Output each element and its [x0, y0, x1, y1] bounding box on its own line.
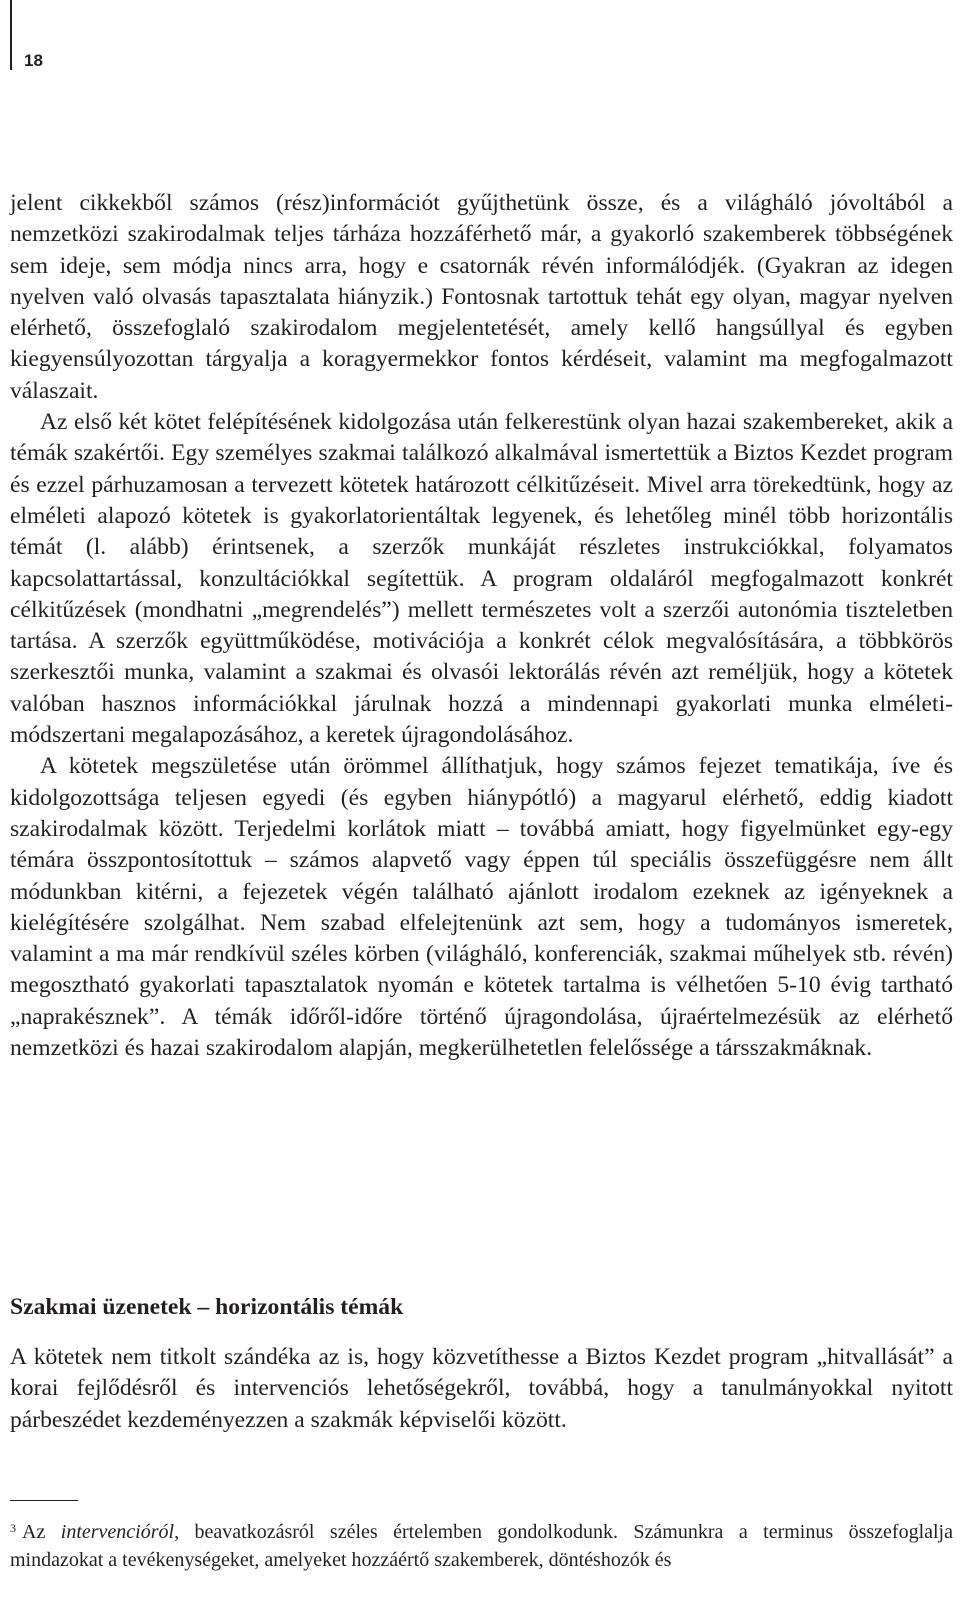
footnote-lead: Az — [22, 1521, 61, 1543]
page-number: 18 — [24, 51, 43, 70]
footnote — [10, 1514, 953, 1574]
footnote-marker: 3 — [10, 1521, 16, 1535]
paragraph-3: A kötetek megszületése után örömmel állíthatjuk, hogy számos fejezet tematikája, íve és kidolgozottsága teljesen egyedi (és egyben hiánypótló) a magyarul elérhető, eddig kiadott szakirodalmak között. Terjedelmi korlátok miatt – továbbá amiatt, hogy figyelmünket egy-egy témára összpontosítottuk – számos alapvető vagy éppen túl speciális összefüggésre nem állt módunkban kitérni, a fejezetek végén található ajánlott irodalom ezeknek az igényeknek a kielégítésére szolgálhat. Nem szabad elfelejtenünk azt sem, hogy a tudományos ismeretek, valamint a ma már rendkívül széles körben (világháló, konferenciák, szakmai műhelyek stb. révén) megosztható gyakorlati tapasztalatok nyomán e kötetek tartalma is vélhetően 5-10 évig tartható „naprakésznek”. A témák időről-időre történő újragondolása, újraértelmezésük az elérhető nemzetközi és hazai szakirodalom alapján, megkerülhetetlen felelőssége a társszakmáknak. — [10, 753, 953, 1062]
page-margin-rule — [10, 0, 12, 70]
footnote-divider — [10, 1500, 78, 1501]
paragraph-2: Az első két kötet felépítésének kidolgozása után felkerestünk olyan hazai szakembereket, akik a témák szakértői. Egy személyes szakmai találkozó alkalmával ismertettük a Biztos Kezdet program és ezzel párhuzamosan a tervezett kötetek határozott célkitűzéseit. Mivel arra törekedtünk, hogy az elméleti alapozó kötetek is gyakorlatorientáltak legyenek, és lehetőleg minél több horizontális témát (l. alább) érintsenek, a szerzők munkáját részletes instrukciókkal, folyamatos kapcsolattartással, konzultációkkal segítettük. A program oldaláról megfogalmazott konkrét célkitűzések (mondhatni „megrendelés”) mellett természetes volt a szerzői autonómia tiszteletben tartása. A szerzők együttműködése, motivációja a konkrét célok megvalósítására, a többkörös szerkesztői munka, valamint a szakmai és olvasói lektorálás révén azt reméljük, hogy a kötetek valóban hasznos információkkal járulnak hozzá a mindennapi gyakorlati munka elméleti-módszertani megalapozásához, a keretek újragondolásához. — [10, 409, 953, 749]
footnote-term: intervencióról — [60, 1521, 175, 1543]
main-text — [10, 188, 953, 1064]
footnote-text: , beavatkozásról széles értelemben gondolkodunk. Számunkra a terminus összefoglalja mindazokat a tevékenységeket, amelyeket hozzáértő szakemberek, döntéshozók és — [10, 1521, 953, 1571]
section-text — [10, 1342, 953, 1436]
section-heading: Szakmai üzenetek – horizontális témák — [10, 1294, 404, 1320]
section-paragraph: A kötetek nem titkolt szándéka az is, hogy közvetíthesse a Biztos Kezdet program „hitvallását” a korai fejlődésről és intervenciós lehetőségekről, továbbá, hogy a tanulmányokkal nyitott párbeszédet kezdeményezzen a szakmák képviselői között. — [10, 1344, 953, 1433]
paragraph-1: jelent cikkekből számos (rész)információt gyűjthetünk össze, és a világháló jóvoltából a nemzetközi szakirodalmak teljes tárháza hozzáférhető már, a gyakorló szakemberek többségének sem ideje, sem módja nincs arra, hogy e csatornák révén informálódjék. (Gyakran az idegen nyelven való olvasás tapasztalata hiányzik.) Fontosnak tartottuk tehát egy olyan, magyar nyelven elérhető, összefoglaló szakirodalom megjelentetését, amely kellő hangsúllyal és egyben kiegyensúlyozottan tárgyalja a koragyermekkor fontos kérdéseit, valamint ma megfogalmazott válaszait. — [10, 190, 953, 404]
